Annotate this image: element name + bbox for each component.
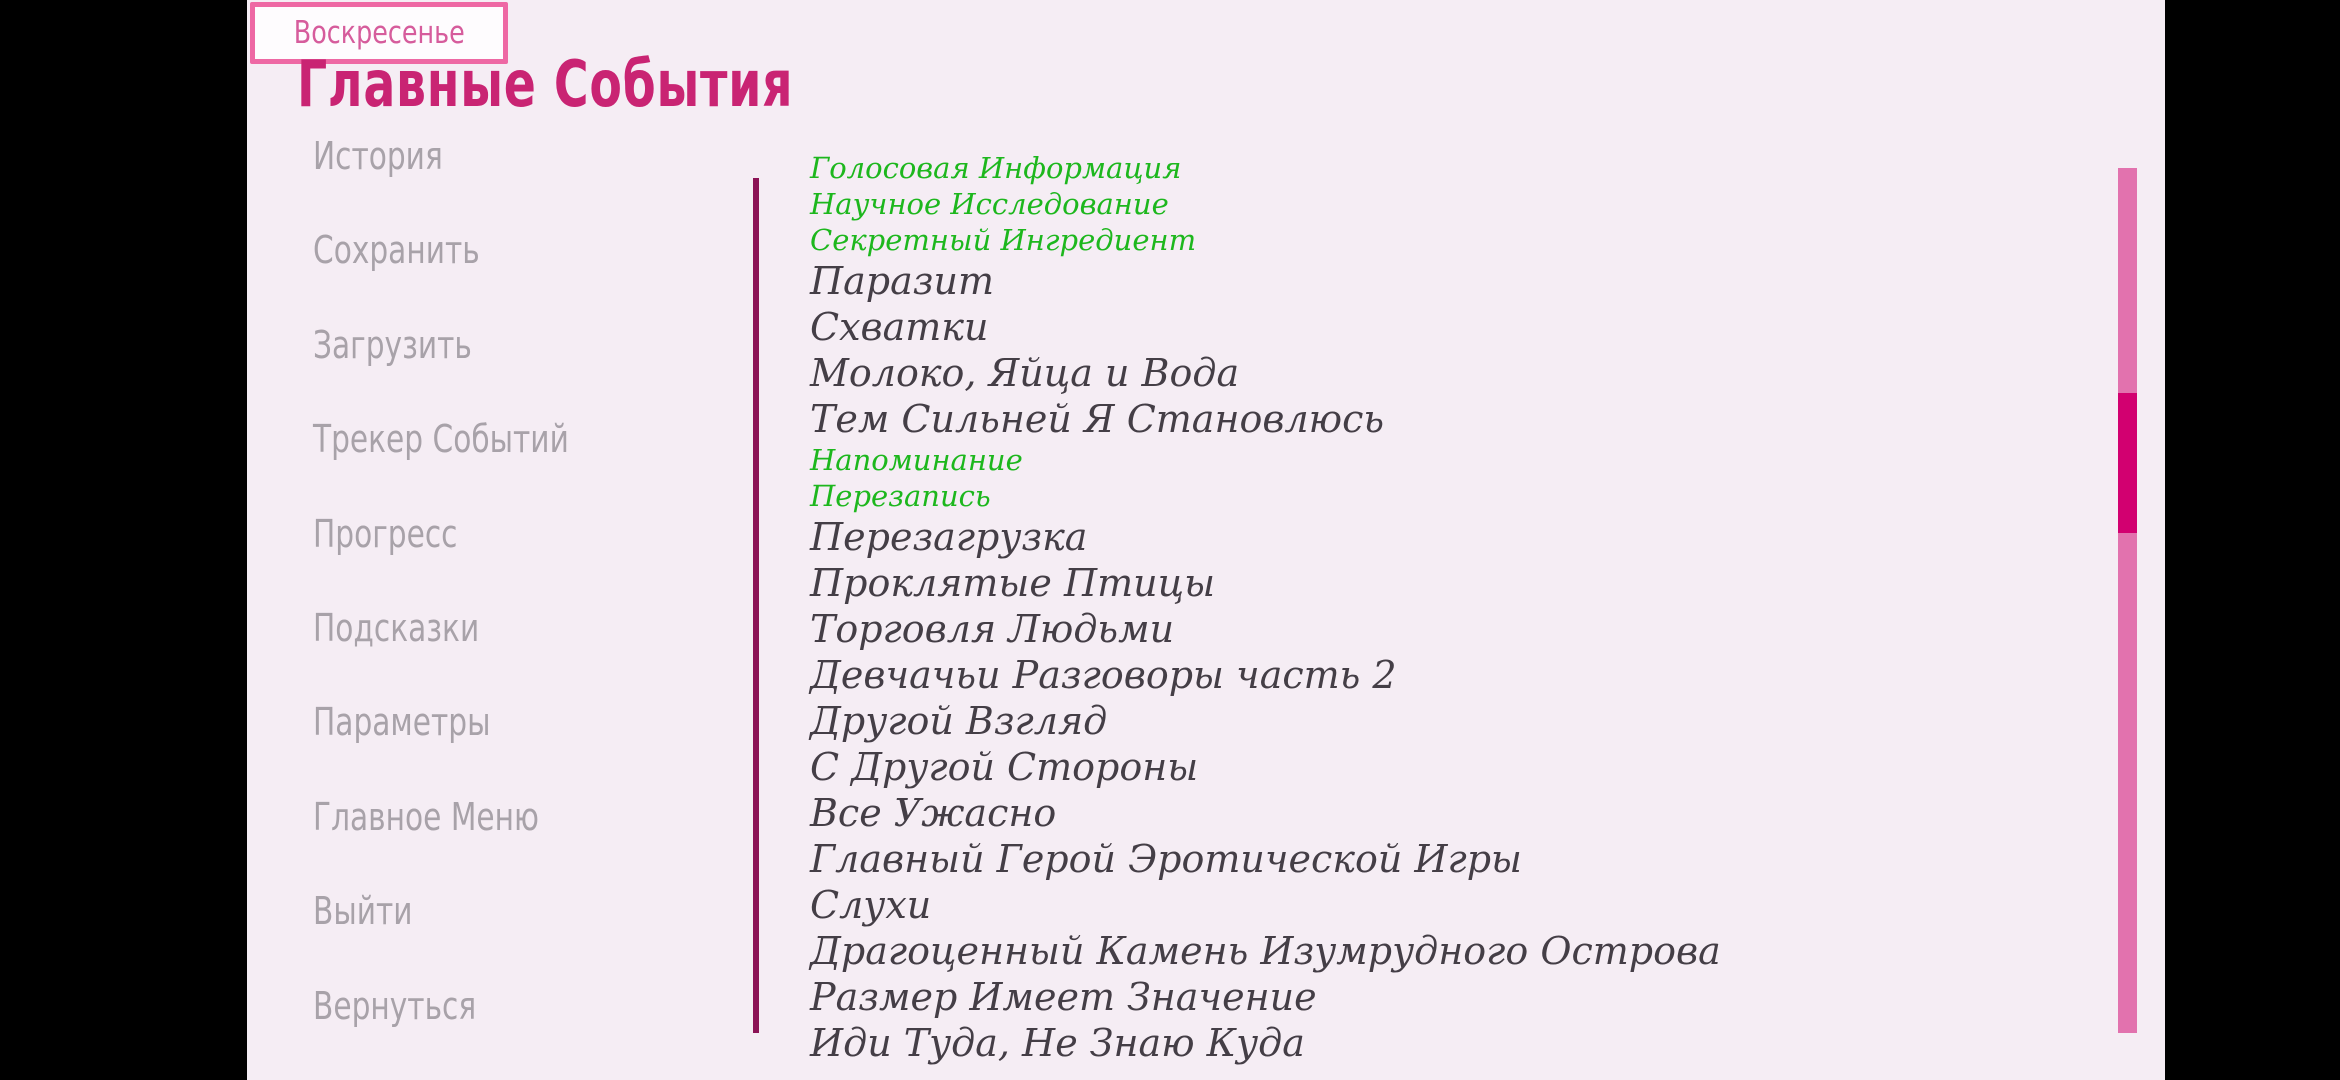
sidebar-item-label: Прогресс xyxy=(313,511,458,556)
event-item[interactable]: Схватки xyxy=(810,305,989,349)
event-item[interactable]: Перезагрузка xyxy=(810,515,1088,559)
sidebar-item-label: Вернуться xyxy=(313,983,477,1028)
event-item[interactable]: Все Ужасно xyxy=(810,791,1057,835)
event-item[interactable]: Проклятые Птицы xyxy=(810,561,1216,605)
menu-stage xyxy=(247,0,2165,1080)
event-list-scrollbar[interactable] xyxy=(2118,168,2137,1033)
sidebar-item-label: Сохранить xyxy=(313,228,480,273)
event-item[interactable]: Девчачьи Разговоры часть 2 xyxy=(810,653,1397,697)
scrollbar-thumb[interactable] xyxy=(2118,393,2137,533)
sidebar-item[interactable] xyxy=(313,511,733,608)
event-item[interactable]: Слухи xyxy=(810,883,932,927)
sidebar-item-label: Загрузить xyxy=(313,322,472,367)
sidebar-item-label: Подсказки xyxy=(313,605,480,650)
sidebar-item[interactable] xyxy=(313,136,733,230)
event-item[interactable]: Тем Сильней Я Становлюсь xyxy=(810,397,1385,441)
sidebar-menu xyxy=(313,136,733,1080)
sidebar-item[interactable] xyxy=(313,891,733,985)
sidebar-item-label: Параметры xyxy=(313,700,491,745)
letterbox-right xyxy=(2165,0,2340,1080)
sidebar-item[interactable] xyxy=(313,230,733,324)
sidebar-item[interactable] xyxy=(313,702,733,796)
sidebar-item[interactable] xyxy=(313,794,733,891)
sidebar-item-label: Главное Меню xyxy=(313,794,539,839)
event-item[interactable]: Научное Исследование xyxy=(810,187,1169,221)
sidebar-item-label: Трекер Событий xyxy=(313,417,569,462)
event-item[interactable]: Драгоценный Камень Изумрудного Острова xyxy=(810,929,1721,973)
vertical-divider xyxy=(753,178,759,1033)
sidebar-item-label: Выйти xyxy=(313,889,413,934)
page-title: Главные События xyxy=(297,48,794,122)
event-item-clipped[interactable]: Голосовая Информация xyxy=(810,151,1182,185)
event-item[interactable]: Другой Взгляд xyxy=(810,699,1108,743)
event-item[interactable]: Напоминание xyxy=(810,443,1023,477)
event-item[interactable]: Паразит xyxy=(810,259,995,303)
sidebar-item[interactable] xyxy=(313,322,733,419)
event-item[interactable]: Размер Имеет Значение xyxy=(810,975,1317,1019)
sidebar-item[interactable] xyxy=(313,605,733,702)
event-item[interactable]: Секретный Ингредиент xyxy=(810,223,1197,257)
sidebar-item-label: История xyxy=(313,134,443,178)
event-item[interactable]: Молоко, Яйца и Вода xyxy=(810,351,1240,395)
event-item[interactable]: Перезапись xyxy=(810,479,991,513)
event-item[interactable]: Торговля Людьми xyxy=(810,607,1175,651)
sidebar-item[interactable] xyxy=(313,983,733,1080)
event-item-clipped[interactable]: Иди Туда, Не Знаю Куда xyxy=(810,1021,1305,1065)
event-item[interactable]: С Другой Стороны xyxy=(810,745,1199,789)
letterbox-left xyxy=(0,0,247,1080)
event-item[interactable]: Главный Герой Эротической Игры xyxy=(810,837,1522,881)
day-label: Воскресенье xyxy=(293,15,465,51)
event-list-viewport xyxy=(810,151,2100,1065)
sidebar-item[interactable] xyxy=(313,419,733,513)
